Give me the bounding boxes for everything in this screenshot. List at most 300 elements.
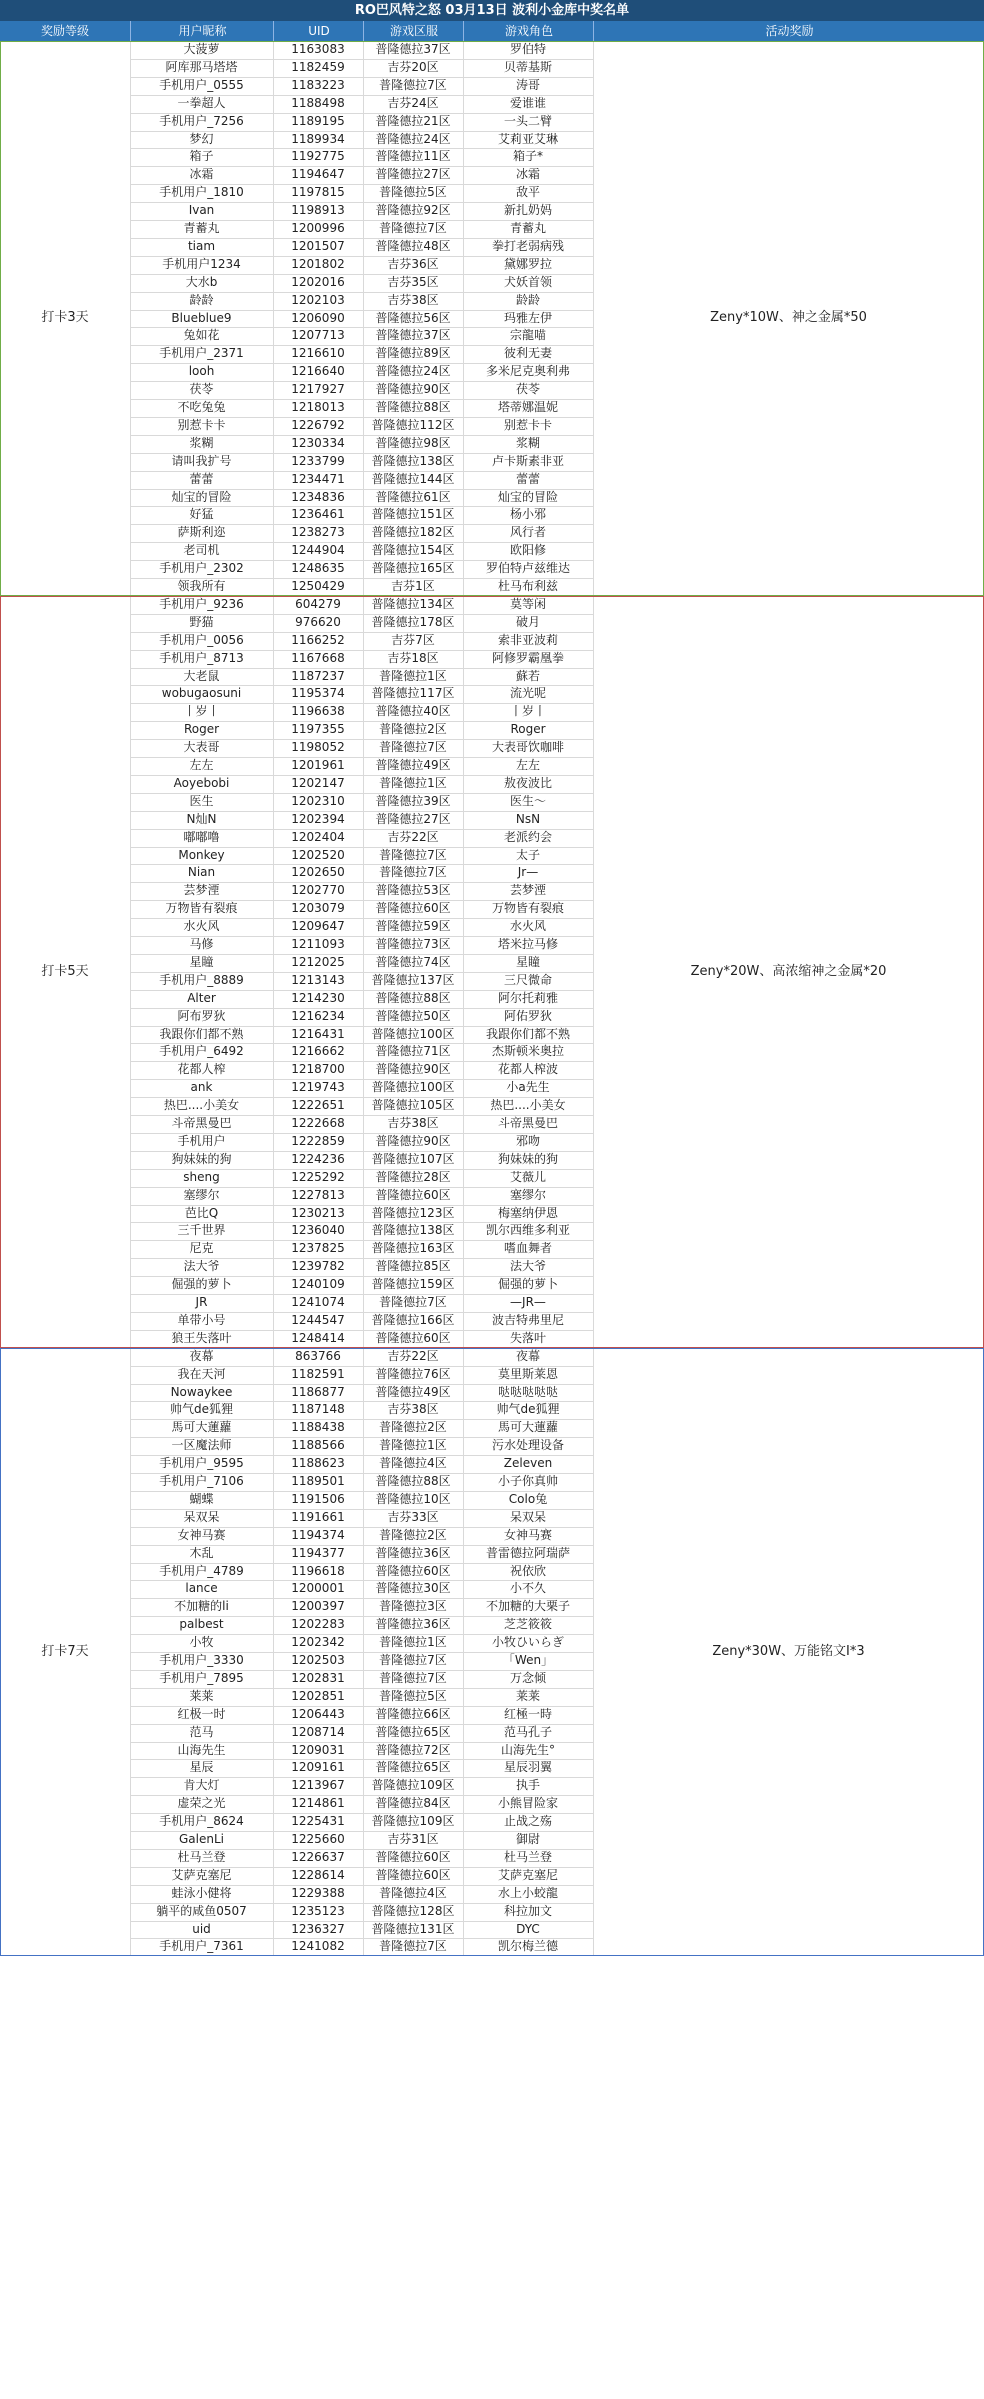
server-cell: 普隆德拉165区 xyxy=(371,561,455,576)
nickname-cell: 大表哥 xyxy=(183,740,220,755)
server-cell: 普隆德拉128区 xyxy=(371,1903,455,1918)
role-cell: 莱莱 xyxy=(515,1688,540,1703)
nickname-cell: 左左 xyxy=(189,758,214,772)
server-cell: 普隆德拉1区 xyxy=(379,668,447,683)
uid-cell: 1217927 xyxy=(291,382,345,397)
server-cell: 普隆德拉60区 xyxy=(375,1330,451,1345)
role-cell: 小a先生 xyxy=(506,1080,550,1095)
nickname-cell: Nowaykee xyxy=(170,1384,233,1399)
nickname-cell: 老司机 xyxy=(183,543,220,558)
nickname-cell: 躺平的咸鱼0507 xyxy=(156,1903,247,1918)
uid-cell: 1216640 xyxy=(291,364,345,379)
role-cell: 普雷德拉阿瑞萨 xyxy=(485,1545,570,1560)
server-cell: 普隆德拉3区 xyxy=(379,1599,447,1614)
header-tier: 奖励等级 xyxy=(40,24,89,38)
server-cell: 普隆德拉7区 xyxy=(379,77,447,92)
nickname-cell: 手机用户_9236 xyxy=(159,596,244,611)
role-cell: 芝芝筱筱 xyxy=(503,1617,552,1632)
server-cell: 普隆德拉30区 xyxy=(375,1581,451,1596)
uid-cell: 1240109 xyxy=(291,1277,345,1292)
uid-cell: 1206090 xyxy=(291,310,345,325)
nickname-cell: 万物皆有裂痕 xyxy=(165,901,238,916)
nickname-cell: 范马 xyxy=(189,1724,214,1739)
uid-cell: 1237825 xyxy=(291,1241,345,1256)
server-cell: 普隆德拉5区 xyxy=(379,185,447,200)
server-cell: 普隆德拉21区 xyxy=(375,113,451,128)
uid-cell: 1244547 xyxy=(291,1312,345,1327)
uid-cell: 1228614 xyxy=(291,1867,345,1882)
uid-cell: 1233799 xyxy=(291,453,345,468)
header-reward: 活动奖励 xyxy=(593,21,984,41)
nickname-cell: 芸梦湮 xyxy=(183,883,220,898)
server-cell: 普隆德拉76区 xyxy=(375,1366,451,1381)
nickname-cell: looh xyxy=(188,364,215,379)
server-cell: 普隆德拉37区 xyxy=(375,328,451,343)
nickname-cell: 野猫 xyxy=(189,614,214,629)
uid-cell: 1188438 xyxy=(291,1420,345,1435)
nickname-cell: JR xyxy=(195,1295,208,1309)
role-cell: 彼利无妻 xyxy=(503,346,552,361)
uid-cell: 1202851 xyxy=(291,1688,345,1703)
role-cell: 青蓄丸 xyxy=(509,221,546,235)
uid-cell: 1213967 xyxy=(291,1778,345,1793)
role-cell: 万物皆有裂痕 xyxy=(491,901,564,916)
nickname-cell: 艾萨克塞尼 xyxy=(171,1867,232,1882)
server-cell: 普隆德拉11区 xyxy=(375,149,451,164)
nickname-cell: Alter xyxy=(187,990,216,1005)
role-cell: 蘇若 xyxy=(515,668,540,683)
role-cell: 万念倾 xyxy=(509,1670,546,1685)
role-cell: 水火风 xyxy=(509,919,546,934)
role-cell: 破月 xyxy=(515,614,540,629)
server-cell: 普隆德拉138区 xyxy=(371,453,455,468)
server-cell: 普隆德拉40区 xyxy=(375,704,451,719)
server-cell: 吉芬38区 xyxy=(387,1116,439,1130)
uid-cell: 1187237 xyxy=(291,668,345,683)
role-cell: 红極一時 xyxy=(503,1706,552,1721)
server-cell: 普隆德拉60区 xyxy=(375,1187,451,1202)
role-cell: 三尺微命 xyxy=(503,972,552,987)
header-server: 游戏区服 xyxy=(363,21,464,41)
server-cell: 吉芬36区 xyxy=(387,256,439,271)
uid-cell: 1189934 xyxy=(291,131,345,146)
table-header xyxy=(0,21,984,41)
role-cell: 杰斯顿米奥拉 xyxy=(491,1044,564,1059)
tier-label: 打卡7天 xyxy=(41,1643,89,1659)
role-cell: 星瞳 xyxy=(515,954,540,969)
nickname-cell: 山海先生 xyxy=(177,1742,226,1757)
nickname-cell: 一区魔法师 xyxy=(171,1438,232,1453)
uid-cell: 1209161 xyxy=(291,1760,345,1775)
role-cell: 嗜血舞者 xyxy=(503,1241,552,1256)
uid-cell: 1211093 xyxy=(291,937,345,951)
nickname-cell: 医生 xyxy=(189,793,214,808)
uid-cell: 1236461 xyxy=(291,507,345,522)
uid-cell: 1188566 xyxy=(291,1438,345,1453)
uid-cell: 1202016 xyxy=(291,274,345,289)
role-cell: 女神马赛 xyxy=(503,1527,552,1542)
role-cell: 蕾蕾 xyxy=(515,471,540,486)
uid-cell: 1248635 xyxy=(291,561,345,576)
server-cell: 普隆德拉159区 xyxy=(371,1277,455,1292)
uid-cell: 1196638 xyxy=(291,704,345,719)
nickname-cell: 手机用户_3330 xyxy=(159,1653,244,1667)
nickname-cell: Nian xyxy=(187,865,216,880)
nickname-cell: 大菠萝 xyxy=(183,42,220,56)
server-cell: 吉芬24区 xyxy=(387,95,439,110)
uid-cell: 1202520 xyxy=(291,847,345,862)
uid-cell: 1218700 xyxy=(291,1062,345,1077)
server-cell: 普隆德拉109区 xyxy=(371,1778,455,1793)
nickname-cell: 手机用户1234 xyxy=(162,256,241,271)
server-cell: 普隆德拉1区 xyxy=(379,1635,447,1650)
role-cell: 斗帝黑曼巴 xyxy=(497,1116,558,1130)
nickname-cell: Roger xyxy=(183,722,220,737)
uid-cell: 1241074 xyxy=(291,1295,345,1309)
uid-cell: 1235123 xyxy=(291,1903,345,1918)
uid-cell: 1209647 xyxy=(291,919,345,934)
role-cell: 阿佑罗狄 xyxy=(503,1008,552,1023)
uid-cell: 1216610 xyxy=(291,346,345,361)
uid-cell: 1188623 xyxy=(291,1456,345,1471)
role-cell: —JR— xyxy=(510,1295,546,1309)
header-uid: UID xyxy=(273,21,364,41)
uid-cell: 1200996 xyxy=(291,221,345,235)
role-cell: 索非亚波莉 xyxy=(497,632,558,647)
role-cell: 星辰羽翼 xyxy=(503,1760,552,1775)
nickname-cell: 一拳超人 xyxy=(177,95,226,110)
group-border xyxy=(0,41,984,596)
role-cell: 杨小邪 xyxy=(509,507,546,522)
uid-cell: 1202831 xyxy=(291,1670,345,1685)
uid-cell: 1202342 xyxy=(291,1635,345,1650)
role-cell: 梅塞纳伊恩 xyxy=(497,1205,558,1220)
uid-cell: 1202770 xyxy=(291,883,345,898)
server-cell: 普隆德拉182区 xyxy=(371,525,455,540)
uid-cell: 1236327 xyxy=(291,1921,345,1936)
nickname-cell: 领我所有 xyxy=(177,579,226,593)
nickname-cell: 狗妹妹的狗 xyxy=(171,1151,232,1166)
uid-cell: 1218013 xyxy=(291,400,345,414)
nickname-cell: 芭比Q xyxy=(184,1205,219,1220)
server-cell: 普隆德拉154区 xyxy=(371,543,455,558)
nickname-cell: tiam xyxy=(187,238,216,253)
role-cell: 呆双呆 xyxy=(509,1509,546,1524)
nickname-cell: 红极一时 xyxy=(177,1706,226,1721)
nickname-cell: 塞缪尔 xyxy=(183,1187,220,1202)
uid-cell: 1201507 xyxy=(291,238,345,253)
role-cell: 水上小蛟龍 xyxy=(497,1885,558,1900)
uid-cell: 1200397 xyxy=(291,1599,345,1614)
nickname-cell: 别惹卡卡 xyxy=(177,417,226,432)
uid-cell: 1195374 xyxy=(291,686,345,701)
role-cell: Zeleven xyxy=(503,1456,553,1471)
role-cell: 太子 xyxy=(515,847,540,862)
role-cell: 黛娜罗拉 xyxy=(503,256,552,271)
uid-cell: 1222668 xyxy=(291,1116,345,1130)
uid-cell: 1216662 xyxy=(291,1044,345,1059)
nickname-cell: 夜幕 xyxy=(189,1348,214,1363)
uid-cell: 1201802 xyxy=(291,256,345,271)
server-cell: 普隆德拉24区 xyxy=(375,131,451,146)
uid-cell: 1202147 xyxy=(291,775,345,790)
server-cell: 普隆德拉134区 xyxy=(371,596,455,611)
server-cell: 普隆德拉73区 xyxy=(375,937,451,951)
server-cell: 普隆德拉56区 xyxy=(375,310,451,325)
uid-cell: 1202650 xyxy=(291,865,345,880)
reward-label: Zeny*30W、万能铭文Ⅰ*3 xyxy=(712,1643,865,1659)
role-cell: 小子你真帅 xyxy=(497,1474,558,1488)
server-cell: 普隆德拉66区 xyxy=(375,1706,451,1721)
nickname-cell: 兔如花 xyxy=(183,328,220,343)
uid-cell: 1194647 xyxy=(291,167,345,182)
uid-cell: 1207713 xyxy=(291,328,345,343)
uid-cell: 1167668 xyxy=(291,650,345,665)
role-cell: 小不久 xyxy=(509,1581,546,1596)
uid-cell: 1198913 xyxy=(291,203,345,218)
uid-cell: 1194374 xyxy=(291,1527,345,1542)
role-cell: 风行者 xyxy=(509,525,546,540)
role-cell: 馬可大蓮蘿 xyxy=(497,1420,558,1435)
uid-cell: 1189501 xyxy=(291,1474,345,1488)
server-cell: 普隆德拉112区 xyxy=(371,417,455,432)
server-cell: 吉芬1区 xyxy=(391,579,435,593)
nickname-cell: Ivan xyxy=(188,203,215,218)
reward-label: Zeny*20W、高浓缩神之金属*20 xyxy=(690,963,887,979)
server-cell: 普隆德拉4区 xyxy=(379,1885,447,1900)
uid-cell: 976620 xyxy=(295,614,341,629)
role-cell: 敌平 xyxy=(515,185,540,200)
role-cell: 浆糊 xyxy=(515,435,540,450)
server-cell: 普隆德拉7区 xyxy=(379,865,447,880)
uid-cell: 1198052 xyxy=(291,740,345,755)
role-cell: 老派约会 xyxy=(503,829,552,844)
server-cell: 普隆德拉88区 xyxy=(375,400,451,414)
reward-label: Zeny*10W、神之金属*50 xyxy=(710,310,867,325)
server-cell: 普隆德拉60区 xyxy=(375,1867,451,1882)
server-cell: 普隆德拉72区 xyxy=(375,1742,451,1757)
nickname-cell: 法大爷 xyxy=(183,1259,220,1274)
role-cell: 科拉加文 xyxy=(503,1903,552,1918)
uid-cell: 1250429 xyxy=(291,579,345,593)
role-cell: 塔蒂娜温妮 xyxy=(497,400,558,414)
uid-cell: 1208714 xyxy=(291,1724,345,1739)
server-cell: 吉芬22区 xyxy=(387,1348,439,1363)
uid-cell: 1201961 xyxy=(291,758,345,772)
uid-cell: 1187148 xyxy=(291,1402,345,1417)
server-cell: 普隆德拉88区 xyxy=(375,990,451,1005)
server-cell: 普隆德拉109区 xyxy=(371,1814,455,1829)
nickname-cell: 手机用户_6492 xyxy=(159,1044,244,1059)
nickname-cell: 萨斯利迩 xyxy=(177,525,226,540)
uid-cell: 1225292 xyxy=(291,1169,345,1184)
role-cell: 多米尼克奥利弗 xyxy=(485,364,570,379)
server-cell: 普隆德拉27区 xyxy=(375,167,451,182)
nickname-cell: Monkey xyxy=(178,847,225,862)
nickname-cell: lance xyxy=(185,1581,218,1596)
nickname-cell: 小牧 xyxy=(189,1635,214,1650)
server-cell: 吉芬38区 xyxy=(387,292,439,307)
uid-cell: 1189195 xyxy=(291,113,345,128)
uid-cell: 1203079 xyxy=(291,901,345,916)
nickname-cell: 箱子 xyxy=(189,149,214,164)
role-cell: 艾薇儿 xyxy=(509,1169,546,1184)
nickname-cell: 馬可大蓮蘿 xyxy=(171,1420,232,1435)
server-cell: 普隆德拉65区 xyxy=(375,1760,451,1775)
nickname-cell: 龄龄 xyxy=(189,292,214,307)
nickname-cell: 手机用户_1810 xyxy=(159,185,244,200)
role-cell: 杜马兰登 xyxy=(503,1849,552,1864)
role-cell: 热巴....小美女 xyxy=(490,1098,566,1113)
role-cell: 塔米拉马修 xyxy=(497,937,558,951)
nickname-cell: 手机用户_2302 xyxy=(159,561,244,576)
server-cell: 普隆德拉24区 xyxy=(375,364,451,379)
nickname-cell: 手机用户_0555 xyxy=(159,77,244,92)
role-cell: 法大爷 xyxy=(509,1259,546,1274)
uid-cell: 1224236 xyxy=(291,1151,345,1166)
role-cell: DYC xyxy=(516,1921,540,1936)
nickname-cell: 帅气de狐狸 xyxy=(169,1402,233,1417)
group-border xyxy=(0,1348,984,1957)
server-cell: 普隆德拉7区 xyxy=(379,1670,447,1685)
nickname-cell: Aoyebobi xyxy=(173,775,230,790)
uid-cell: 1216431 xyxy=(291,1026,345,1041)
nickname-cell: 好猛 xyxy=(189,507,214,522)
nickname-cell: 水火风 xyxy=(183,919,220,934)
nickname-cell: 莱莱 xyxy=(189,1688,214,1703)
uid-cell: 604279 xyxy=(295,596,341,611)
nickname-cell: 手机用户_8624 xyxy=(159,1814,244,1829)
server-cell: 普隆德拉49区 xyxy=(375,758,451,772)
nickname-cell: 阿布罗狄 xyxy=(177,1008,226,1023)
nickname-cell: 我跟你们都不熟 xyxy=(159,1026,244,1041)
server-cell: 普隆德拉49区 xyxy=(375,1384,451,1399)
server-cell: 普隆德拉89区 xyxy=(375,346,451,361)
role-cell: 流光呢 xyxy=(509,686,546,701)
server-cell: 吉芬35区 xyxy=(387,274,439,289)
nickname-cell: 手机用户_9595 xyxy=(159,1456,244,1471)
role-cell: 凯尔梅兰德 xyxy=(497,1939,558,1954)
role-cell: 涛哥 xyxy=(515,77,540,92)
nickname-cell: 不加糖的li xyxy=(174,1599,229,1614)
nickname-cell: wobugaosuni xyxy=(161,686,242,701)
role-cell: 爱谁谁 xyxy=(509,95,546,110)
nickname-cell: 马修 xyxy=(189,937,214,951)
server-cell: 普隆德拉100区 xyxy=(371,1026,455,1041)
role-cell: 我跟你们都不熟 xyxy=(485,1026,570,1041)
nickname-cell: 灿宝的冒险 xyxy=(171,489,232,504)
role-cell: Roger xyxy=(510,722,546,737)
role-cell: 阿尔托莉雅 xyxy=(497,990,558,1005)
server-cell: 普隆德拉7区 xyxy=(379,1939,447,1954)
role-cell: Jr— xyxy=(517,865,539,880)
role-cell: 波吉特弗里尼 xyxy=(491,1312,564,1327)
uid-cell: 1214861 xyxy=(291,1796,345,1811)
server-cell: 普隆德拉65区 xyxy=(375,1724,451,1739)
nickname-cell: 肯大灯 xyxy=(183,1778,220,1793)
tier-label: 打卡5天 xyxy=(41,963,89,979)
role-cell: NsN xyxy=(515,811,541,826)
role-cell: 医生～ xyxy=(509,793,546,808)
uid-cell: 1209031 xyxy=(291,1742,345,1757)
role-cell: 塞缪尔 xyxy=(509,1187,546,1202)
uid-cell: 1191506 xyxy=(291,1491,345,1506)
group-border xyxy=(0,596,984,1348)
server-cell: 普隆德拉2区 xyxy=(379,722,447,737)
uid-cell: 1182459 xyxy=(291,59,345,74)
server-cell: 普隆德拉137区 xyxy=(371,972,455,987)
uid-cell: 1197815 xyxy=(291,185,345,200)
nickname-cell: 手机用户_0056 xyxy=(159,632,244,647)
nickname-cell: 星瞳 xyxy=(189,954,214,969)
uid-cell: 1230213 xyxy=(291,1205,345,1220)
uid-cell: 1212025 xyxy=(291,954,345,969)
uid-cell: 1163083 xyxy=(291,42,345,56)
sheet-title: RO巴风特之怒 03月13日 波利小金库中奖名单 xyxy=(0,0,984,21)
nickname-cell: 手机用户_8889 xyxy=(159,972,244,987)
uid-cell: 1238273 xyxy=(291,525,345,540)
nickname-cell: N灿N xyxy=(186,811,217,826)
role-cell: 欧阳修 xyxy=(509,543,546,558)
nickname-cell: 丨岁丨 xyxy=(183,704,220,719)
server-cell: 普隆德拉138区 xyxy=(371,1223,455,1238)
server-cell: 吉芬22区 xyxy=(387,829,439,844)
nickname-cell: 女神马赛 xyxy=(177,1527,226,1542)
role-cell: 祝依欣 xyxy=(509,1563,546,1578)
uid-cell: 1248414 xyxy=(291,1330,345,1345)
server-cell: 普隆德拉166区 xyxy=(371,1312,455,1327)
role-cell: 山海先生° xyxy=(500,1742,555,1757)
nickname-cell: 我在天河 xyxy=(177,1366,226,1381)
server-cell: 普隆德拉84区 xyxy=(375,1796,451,1811)
server-cell: 普隆德拉107区 xyxy=(371,1151,455,1166)
role-cell: 一头二臂 xyxy=(503,113,552,128)
role-cell: 冰霜 xyxy=(515,167,540,182)
role-cell: 犬妖首领 xyxy=(503,274,552,289)
nickname-cell: 手机用户_7895 xyxy=(159,1670,244,1685)
role-cell: 不加糖的大栗子 xyxy=(485,1599,570,1614)
uid-cell: 1202283 xyxy=(291,1617,345,1632)
uid-cell: 1202103 xyxy=(291,292,345,307)
uid-cell: 1216234 xyxy=(291,1008,345,1023)
server-cell: 吉芬20区 xyxy=(387,59,439,74)
server-cell: 普隆德拉90区 xyxy=(375,1062,451,1077)
nickname-cell: 狼王失落叶 xyxy=(171,1330,232,1345)
nickname-cell: sheng xyxy=(183,1169,220,1184)
role-cell: 止战之殇 xyxy=(503,1814,552,1829)
uid-cell: 1222651 xyxy=(291,1098,345,1113)
uid-cell: 1194377 xyxy=(291,1545,345,1560)
server-cell: 普隆德拉151区 xyxy=(371,507,455,522)
server-cell: 普隆德拉27区 xyxy=(375,811,451,826)
nickname-cell: 三千世界 xyxy=(177,1223,226,1238)
server-cell: 普隆德拉1区 xyxy=(379,1438,447,1453)
nickname-cell: uid xyxy=(192,1921,211,1936)
role-cell: 莫等闲 xyxy=(509,596,546,611)
role-cell: 芸梦湮 xyxy=(509,883,546,898)
nickname-cell: 虚荣之光 xyxy=(177,1796,226,1811)
server-cell: 普隆德拉60区 xyxy=(375,1563,451,1578)
server-cell: 普隆德拉50区 xyxy=(375,1008,451,1023)
server-cell: 普隆德拉53区 xyxy=(375,883,451,898)
role-cell: 范马孔子 xyxy=(503,1724,552,1739)
uid-cell: 1234836 xyxy=(291,489,345,504)
nickname-cell: 不吃兔兔 xyxy=(177,400,226,414)
uid-cell: 1191661 xyxy=(291,1509,345,1524)
server-cell: 普隆德拉7区 xyxy=(379,740,447,755)
server-cell: 普隆德拉2区 xyxy=(379,1420,447,1435)
nickname-cell: 手机用户_8713 xyxy=(159,650,244,665)
